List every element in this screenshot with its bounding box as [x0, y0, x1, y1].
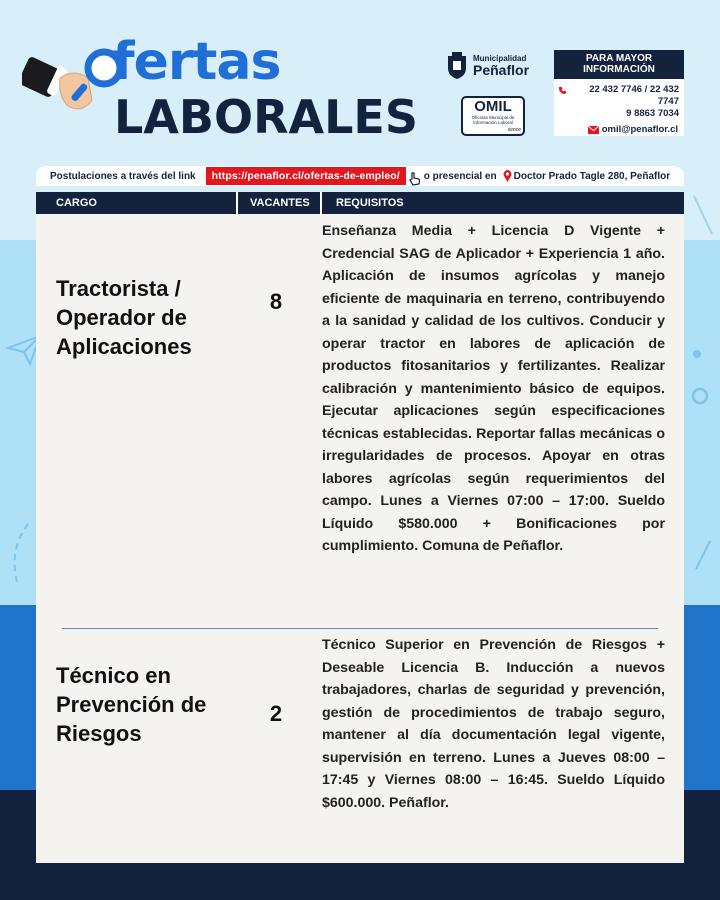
municipality-name: Peñaflor	[473, 62, 530, 78]
application-prefix: Postulaciones a través del link	[50, 170, 196, 182]
dots-decoration-icon	[688, 340, 714, 410]
municipality-logo	[446, 52, 529, 80]
municipality-shield-icon	[446, 52, 468, 80]
contact-heading: PARA MAYOR INFORMACIÓN	[554, 50, 684, 79]
column-divider	[320, 192, 322, 214]
municipality-label: Municipalidad	[473, 54, 527, 63]
magnifier-hand-icon	[22, 44, 122, 134]
location-pin-icon	[503, 170, 512, 182]
title-laborales: LABORALES	[114, 90, 418, 144]
job-requirements: Técnico Superior en Prevención de Riesgos + Deseable Licencia B. Inducción a nuevos trabajadores, charlas de seguridad y prevención, gestión de procedimientos de trabajo seguro, mantener al día documentación legal vigente, supervisión en terreno. Lunes a Jueves 08:00 – 17:45 y Viernes 08:00 – 16:45. Sueldo Líquido $600.000. Peñaflor.	[322, 637, 665, 811]
contact-box	[554, 50, 684, 136]
column-header-vacantes: VACANTES	[250, 197, 310, 209]
table-body	[36, 214, 684, 863]
phone-icon	[558, 86, 567, 95]
application-link[interactable]: https://penaflor.cl/ofertas-de-empleo/	[206, 167, 406, 185]
table-row	[36, 634, 684, 863]
table-header	[36, 192, 684, 214]
job-title: Técnico en Prevención de Riesgos	[56, 663, 207, 746]
application-address: Doctor Prado Tagle 280, Peñaflor	[513, 170, 671, 182]
application-middle: o presencial en	[423, 170, 497, 182]
cursor-hand-icon	[408, 172, 422, 186]
sence-logo: sence	[507, 127, 521, 133]
omil-logo	[461, 96, 525, 136]
line-decoration-icon	[688, 190, 718, 240]
title-ofertas: fertas	[112, 32, 281, 92]
application-bar	[36, 166, 684, 186]
mail-icon	[588, 126, 599, 134]
contact-mobile[interactable]: 9 8863 7034	[626, 108, 679, 119]
job-vacancies: 2	[269, 701, 283, 726]
contact-email[interactable]: omil@penaflor.cl	[601, 124, 678, 135]
dashed-curve-decoration-icon	[4, 520, 36, 590]
row-divider	[62, 628, 658, 629]
omil-subtitle: Oficinas Municipal de Información Laboral	[471, 115, 515, 125]
contact-phones[interactable]: 22 432 7746 / 22 432 7747	[589, 84, 679, 107]
column-header-requisitos: REQUISITOS	[336, 197, 404, 209]
job-title: Tractorista / Operador de Aplicaciones	[56, 276, 192, 359]
column-header-cargo: CARGO	[56, 197, 97, 209]
omil-title: OMIL	[474, 98, 512, 115]
column-divider	[236, 192, 238, 214]
pen-decoration-icon	[690, 535, 716, 575]
job-vacancies: 8	[269, 289, 283, 314]
table-row	[36, 214, 684, 614]
job-requirements: Enseñanza Media + Licencia D Vigente + Credencial SAG de Aplicador + Experiencia 1 año. Aplicación de insumos agrícolas y manejo eficiente de maquinaria en terreno, contribuyendo a la sanidad y calidad de los cultivos. Conducir y operar tractor en labores de aplicación de productos fitosanitarios y fertilizantes. Realizar calibración y mantenimiento básico de equipos. Ejecutar aplicaciones según especificaciones técnicas establecidas. Reportar fallas mecánicas o irregularidades de procesos. Apoyar en otras labores agrícolas según requerimientos del campo. Lunes a Viernes 07:00 – 17:00. Sueldo Líquido $580.000 + Bonificaciones por cumplimiento. Comuna de Peñaflor.	[322, 223, 665, 554]
